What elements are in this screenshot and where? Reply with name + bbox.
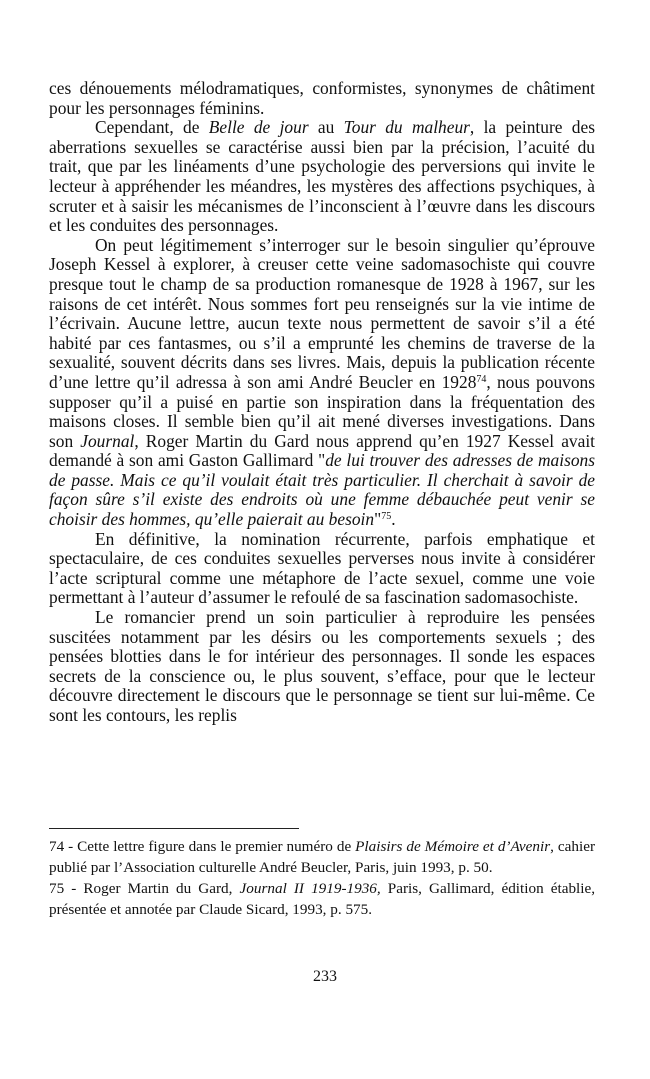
italic-text: Journal II 1919-1936, — [239, 880, 381, 897]
text-run: 74 - Cette lettre figure dans le premier numéro de — [49, 838, 356, 855]
paragraph — [49, 236, 595, 530]
italic-text: Plaisirs de Mémoire et d’Avenir — [355, 838, 551, 855]
footnote-separator — [49, 828, 299, 829]
text-run: " — [374, 509, 382, 530]
text-run: . — [391, 509, 396, 530]
main-text — [49, 79, 595, 726]
paragraph — [49, 608, 595, 726]
text-run: En définitive, la nomination récurrente, parfois emphatique et spectaculaire, de ces conduites sexuelles perverses nous invite à considérer l’acte scriptural comme une métaphore de l’acte sexuel, comme une voie permettant à l’auteur d’assumer le refoulé de sa fascination sadomasochiste. — [49, 528, 595, 608]
paragraph — [49, 530, 595, 608]
footnote — [49, 836, 595, 878]
footnote-reference: 74 — [476, 373, 487, 385]
text-run: , Roger Martin du Gard nous apprend qu’en 1927 Kessel avait demandé à son ami Gaston Gallimard " — [49, 430, 595, 471]
text-run: On peut légitimement s’interroger sur le besoin singulier qu’éprouve Joseph Kessel à explorer, à creuser cette veine sadomasochiste qui couvre presque tout le champ de sa production romanesque de 1928 à 1967, sur les raisons de cet intérêt. Nous sommes fort peu renseignés sur la vie intime de l’écrivain. Aucune lettre, aucun texte nous permettent de savoir s’il a été habité par ces fantasmes, ou s’il a emprunté les chemins de traverse de la sexualité, souvent décrits dans ses livres. Mais, depuis la publication récente d’une lettre qu’il adressa à son ami André Beucler en 1928 — [49, 234, 595, 392]
text-run: ces dénouements mélodramatiques, conformistes, synonymes de châtiment pour les personnages féminins. — [49, 78, 595, 118]
footnote-reference: 75 — [381, 511, 392, 523]
italic-text: de lui trouver des adresses de maisons de passe. Mais ce qu’il voulait était très particulier. Il cherchait à savoir de façon sûre s’il existe des endroits où une femme débauchée peut venir se choisir des hommes, qu’elle paierait au besoin — [49, 450, 595, 530]
italic-text: Belle de jour — [208, 117, 309, 138]
text-run: , la peinture des aberrations sexuelles se caractérise aussi bien par la précision, l’acuité du trait, que par les linéaments d’une psychologie des perversions qui invite le lecteur à appréhender les méandres, les mystères des affections psychiques, à scruter et à saisir les mécanismes de l’inconscient à l’œuvre dans les discours et les conduites des personnages. — [49, 117, 595, 236]
footnotes — [49, 836, 595, 920]
text-run: Paris, Gallimard, édition établie, présentée et annotée par Claude Sicard, 1993, p. 575. — [49, 880, 596, 918]
text-run: 75 - Roger Martin du Gard, — [49, 880, 240, 897]
paragraph — [49, 79, 595, 118]
text-run: Le romancier prend un soin particulier à reproduire les pensées suscitées notamment par les désirs ou les comportements sexuels ; des pensées blotties dans le for intérieur des personnages. Il sonde les espaces secrets de la conscience ou, le plus souvent, s’efface, pour que le lecteur découvre directement le discours que le personnage se tient sur lui-même. Ce sont les contours, les replis — [49, 607, 595, 725]
text-run: , nous pouvons supposer qu’il a puisé en partie son inspiration dans la fréquentation des maisons closes. Il semble bien qu’il ait mené diverses investigations. Dans son — [49, 371, 595, 451]
footnote — [49, 878, 595, 920]
italic-text: Journal — [80, 430, 135, 451]
text-run: au — [308, 117, 344, 138]
page-number: 233 — [313, 968, 337, 985]
page-body — [49, 79, 595, 726]
italic-text: Tour du malheur — [343, 117, 470, 138]
text-run: , cahier publié par l’Association culturelle André Beucler, Paris, juin 1993, p. 50. — [49, 838, 595, 876]
paragraph — [49, 118, 595, 236]
text-run: Cependant, de — [95, 117, 209, 138]
